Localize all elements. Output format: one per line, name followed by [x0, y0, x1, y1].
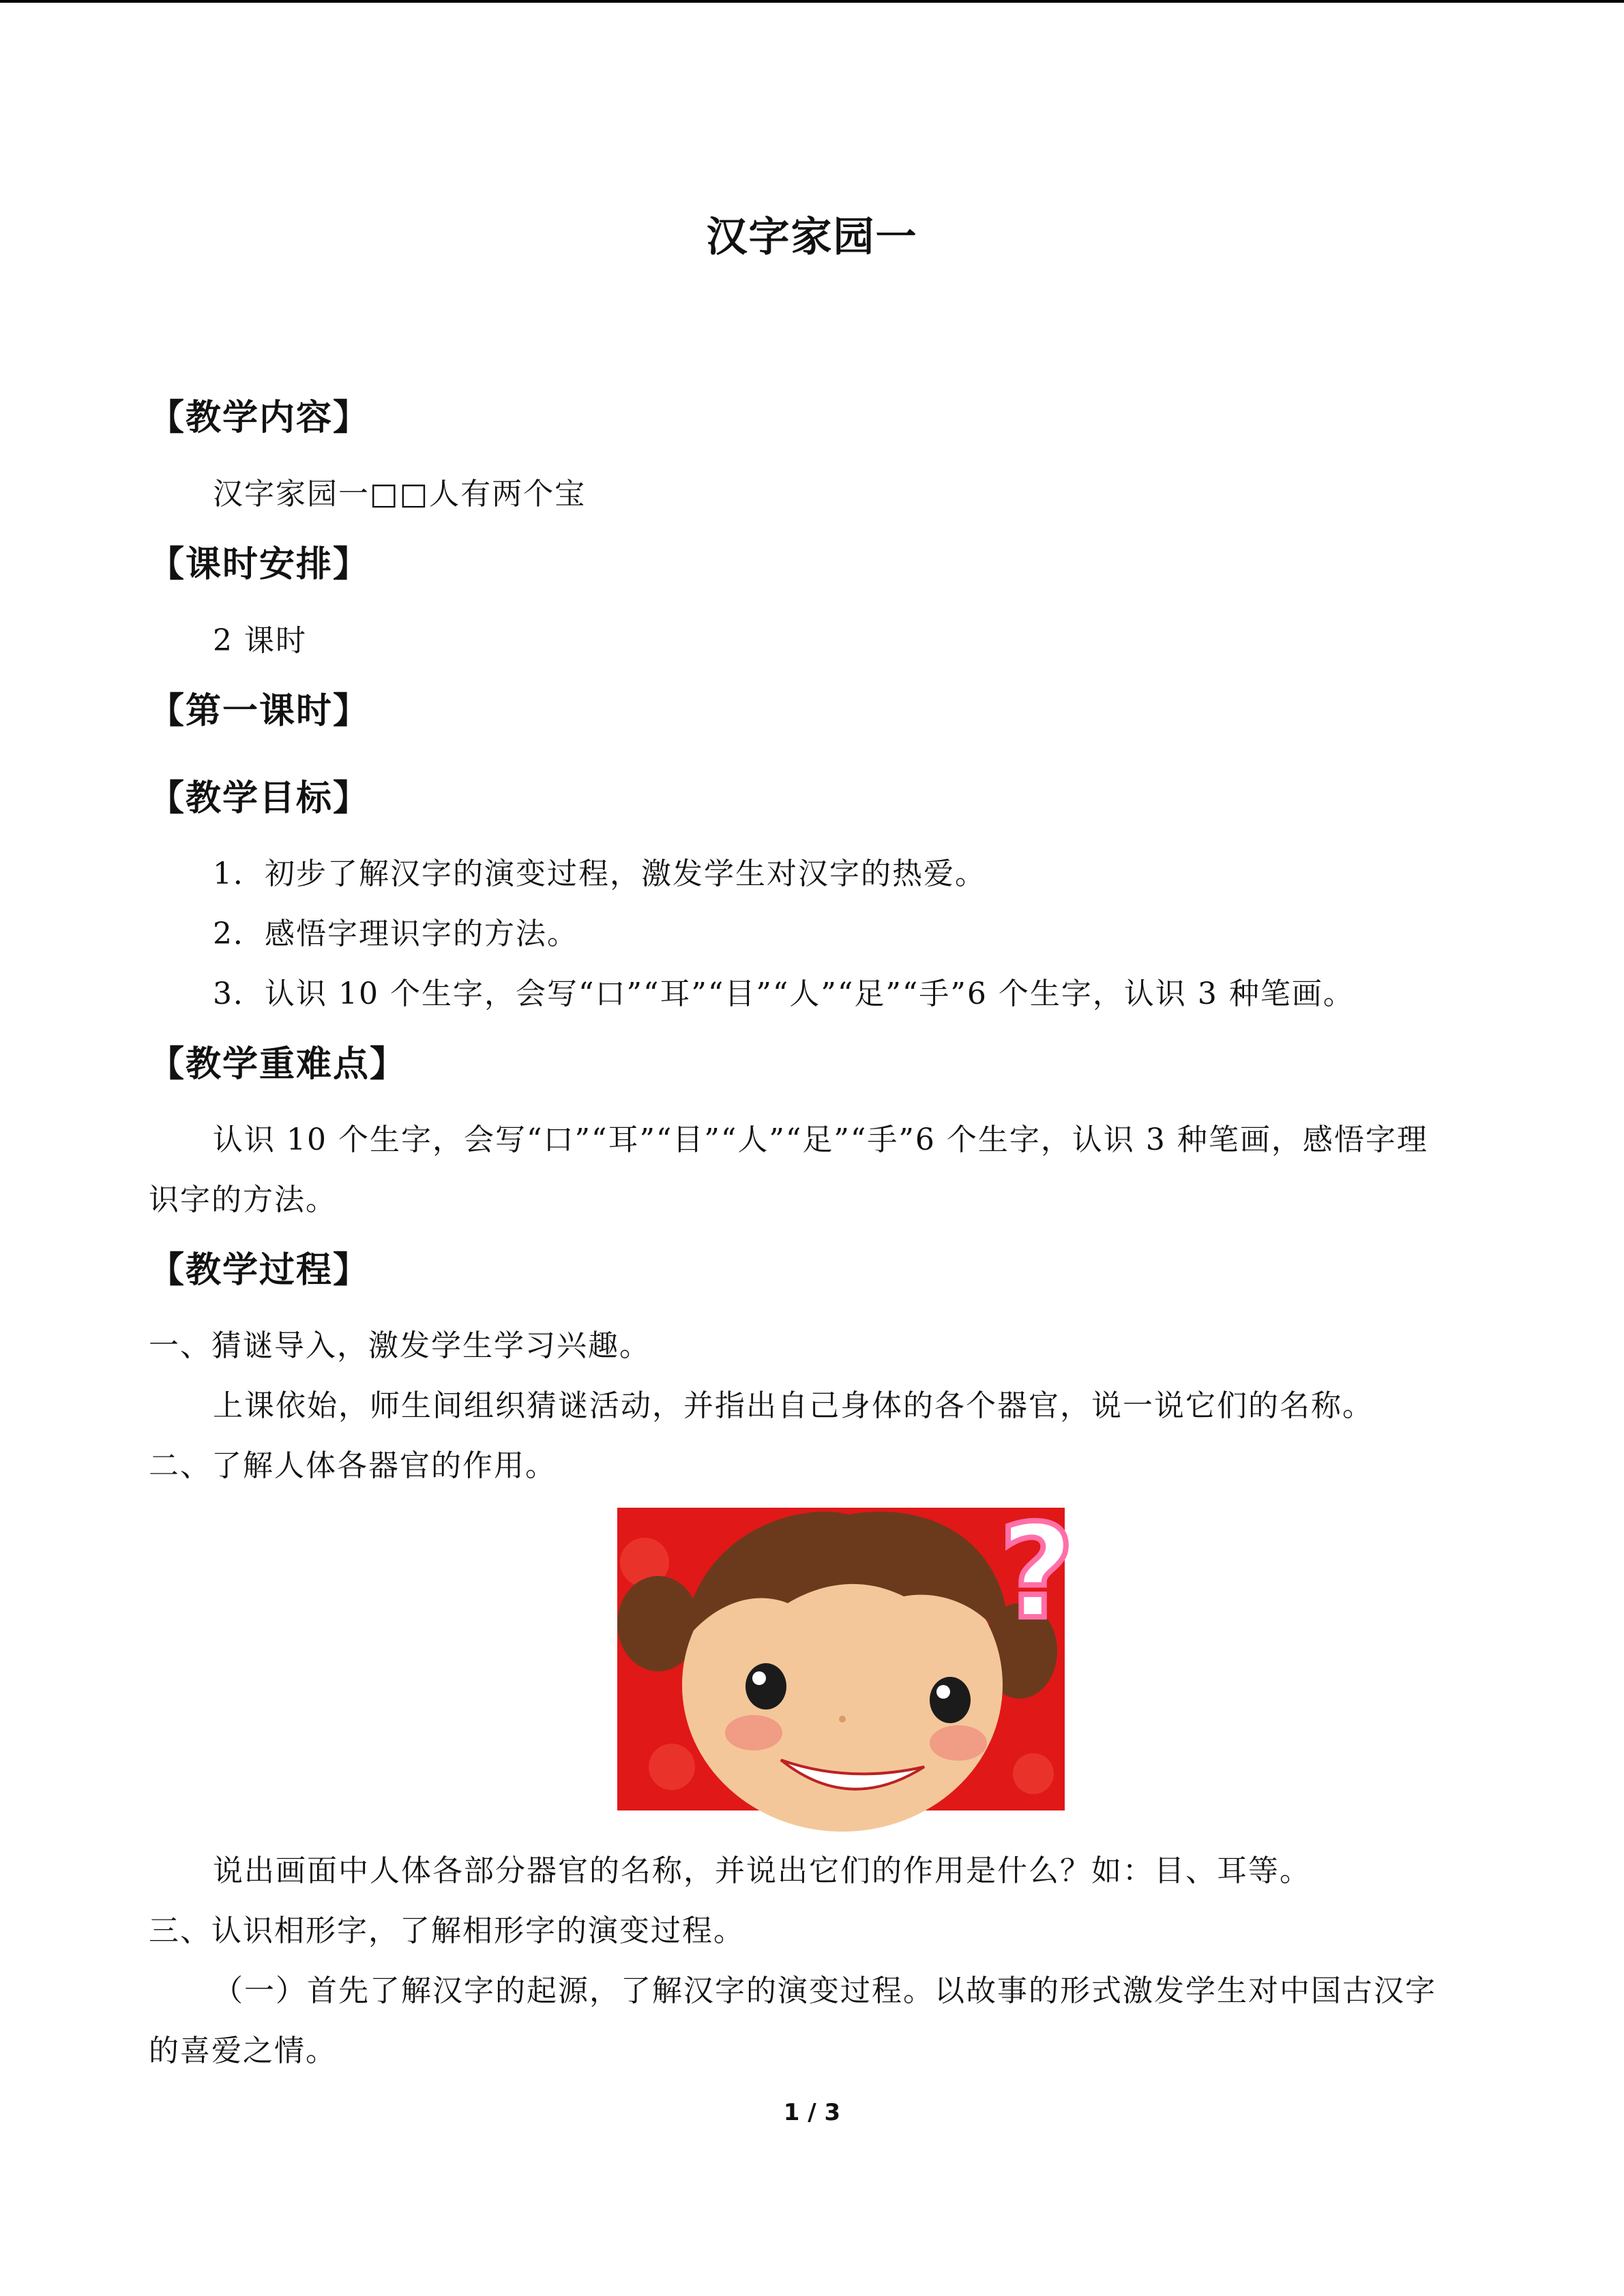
section-heading-key-points: 【教学重难点】	[149, 1044, 407, 1085]
step-3-title: 三、认识相形字，了解相形字的演变过程。	[149, 1913, 745, 1948]
question-mark-glyph: ?	[999, 1497, 1075, 1648]
step-2-caption: 说出画面中人体各部分器官的名称，并说出它们的作用是什么？如：目、耳等。	[213, 1853, 1311, 1888]
page-number: 1 / 3	[783, 2099, 841, 2126]
section-heading-content: 【教学内容】	[149, 398, 370, 438]
section-heading-goals: 【教学目标】	[149, 778, 370, 819]
step-3-sub-1: （一）首先了解汉字的起源，了解汉字的演变过程。以故事的形式激发学生对中国古汉字的喜爱之情。	[149, 1973, 1436, 2068]
goal-item-1: 1．初步了解汉字的演变过程，激发学生对汉字的热爱。	[213, 856, 986, 891]
step-2-title: 二、了解人体各器官的作用。	[149, 1448, 557, 1483]
schedule-text: 2 课时	[213, 623, 307, 658]
cartoon-girl-question-mark-icon	[617, 1497, 1075, 1810]
section-heading-process: 【教学过程】	[149, 1250, 370, 1291]
key-points-text: 认识 10 个生字，会写“口”“耳”“目”“人”“足”“手”6 个生字，认识 3 种笔画，感悟字理识字的方法。	[149, 1122, 1428, 1217]
section-heading-first-lesson: 【第一课时】	[149, 691, 370, 732]
step-1-title: 一、猜谜导入，激发学生学习兴趣。	[149, 1328, 651, 1363]
goal-item-3: 3．认识 10 个生字，会写“口”“耳”“目”“人”“足”“手”6 个生字，认识 3 种笔画。	[213, 976, 1355, 1011]
document-title: 汉字家园一	[706, 213, 918, 261]
cartoon-girl-illustration	[617, 1497, 1075, 1810]
content-text: 汉字家园一□□人有两个宝	[213, 477, 587, 511]
goal-item-2: 2．感悟字理识字的方法。	[213, 916, 578, 951]
section-heading-schedule: 【课时安排】	[149, 544, 370, 585]
step-1-text: 上课依始，师生间组织猜谜活动，并指出自己身体的各个器官，说一说它们的名称。	[213, 1388, 1374, 1423]
